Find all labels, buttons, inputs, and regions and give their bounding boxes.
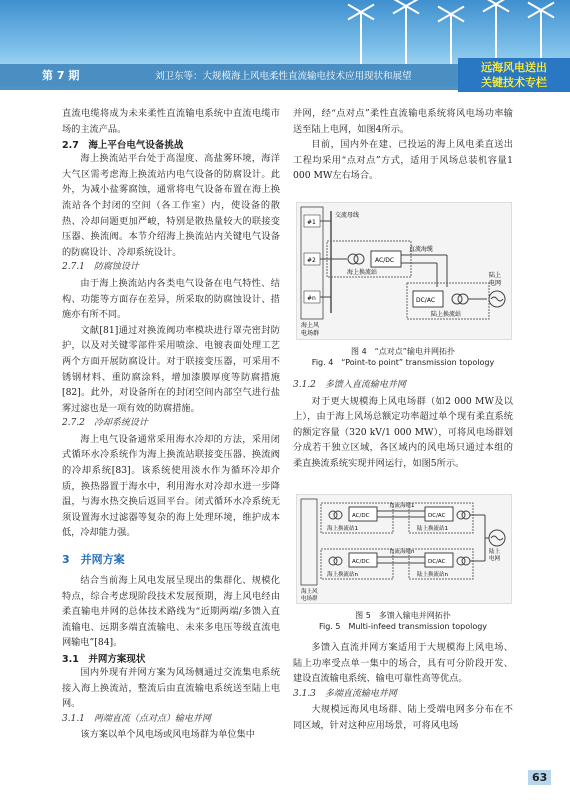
section-heading-3-1-3: 3.1.3 多端直流输电并网: [293, 688, 397, 699]
figure-4-caption-cn: 图 4 “点对点”输电并网拓扑: [351, 347, 455, 356]
fig4-label-dcac: DC/AC: [416, 297, 436, 304]
section-heading-2-7: 2.7 海上平台电气设备挑战: [62, 140, 184, 152]
fig5-label-dc-cable-n: 直流海缆n: [389, 549, 415, 555]
fig5-label-onshore-1: 陆上换流站1: [417, 526, 448, 532]
fig5-label-dc-cable-1: 直流海缆1: [389, 503, 415, 509]
figure-4-caption-en: Fig. 4 “Point-to point” transmission topology: [311, 358, 495, 367]
section-heading-2-7-2: 2.7.2 冷却系统设计: [62, 418, 148, 429]
figure-5: [296, 494, 512, 604]
fig4-label-onshore-station: 陆上换流站: [431, 311, 462, 318]
figure-5-caption-cn: 图 5 多馈入输电并网拓扑: [355, 611, 451, 620]
paragraph: 由于海上换流站内各类电气设备在电气特性、结构、功能等方面存在差异，所采取的防腐蚀设计、措施亦有所不同。: [62, 277, 280, 321]
right-column-bottom: [293, 640, 513, 734]
section-heading-3-1: 3.1 并网方案现状: [62, 654, 146, 665]
fig4-label-offshore-station: 海上换流站: [347, 269, 378, 276]
special-column-badge: [458, 58, 570, 92]
paragraph: 海上电气设备通常采用海水冷却的方法，采用闭式循环水冷系统作为海上换流站联接变压器、换流阀的冷却系统[83]。该系统使用淡水作为循环冷却介质，换热器置于海水中，利用海水对冷却水进一步降温，与海水热交换后返回平台。闭式循环水冷系统无须设置海水过滤器等复杂的海上处理环境，维护成本低，冷却能力强。: [62, 433, 280, 539]
paragraph: 海上换流站平台处于高湿度、高盐雾环境，海洋大气区需考虑海上换流站内电气设备的防腐设计。此外，为减小盐雾腐蚀，通常将电气设备布置在海上换流站各个封闭的空间（各工作室）内，使设备的散热、冷却问题更加严峻，特别是散热量较大的联接变压器、换流阀。本节介绍海上换流站内关键电气设备的防腐设计、冷却系统设计。: [62, 153, 280, 258]
special-line1: 远海风电送出: [481, 61, 547, 74]
wind-turbine-icon: [540, 10, 542, 64]
paragraph: 目前，国内外在建、已投运的海上风电柔直送出工程均采用“点对点”方式，适用于风场总装机容量1 000 MW左右场合。: [293, 139, 513, 182]
page-number: 63: [528, 770, 551, 785]
fig4-label-w2: #2: [307, 257, 316, 264]
figure-5-caption: [293, 610, 513, 632]
fig4-label-wn: #n: [307, 295, 316, 302]
fig4-label-grid-2: 电网: [489, 280, 502, 287]
fig5-label-dcac-1: DC/AC: [428, 513, 446, 519]
paragraph: 大规模远海风电场群、陆上受端电网多分布在不同区域，针对这种应用场景，可将风电场: [293, 704, 513, 731]
section-heading-3: 3 并网方案: [62, 553, 125, 567]
running-title: 刘卫东等：大规模海上风电柔性直流输电技术应用现状和展望: [155, 71, 412, 82]
figure-4: [296, 202, 512, 340]
right-column-mid: [293, 378, 513, 472]
fig4-label-farm-2: 电场群: [301, 330, 320, 337]
paragraph: 文献[81]通过对换流阀功率模块进行罩壳密封防护，以及对关键零部件采用喷涂、电镀表面处理工艺两个方面开展防腐设计。对于联接变压器，可采用不锈钢材料、重防腐涂料，增加漆膜厚度等防腐措施[82]。此外，对设备所在的封闭空间内部空气进行盐雾过滤也是一项有效的防腐措施。: [62, 324, 280, 414]
special-line2: 关键技术专栏: [481, 76, 547, 89]
fig5-label-offshore-n: 海上换流站n: [327, 572, 358, 578]
section-heading-2-7-1: 2.7.1 防腐蚀设计: [62, 262, 139, 273]
fig5-label-offshore-1: 海上换流站1: [327, 526, 358, 532]
section-heading-3-1-2: 3.1.2 多馈入直流输电并网: [293, 380, 406, 390]
left-column: [62, 106, 280, 743]
fig4-label-w1: #1: [307, 219, 316, 226]
fig5-label-farm-2: 电场群: [301, 596, 318, 602]
paragraph: 直流电缆将成为未来柔性直流输电系统中直流电缆市场的主流产品。: [62, 108, 280, 135]
fig5-label-grid-1: 陆上: [489, 549, 501, 555]
fig4-label-ac-bus: 交流母线: [335, 212, 360, 219]
fig5-label-onshore-n: 陆上换流站n: [417, 572, 448, 578]
fig4-label-dc-cable: 直流海缆: [409, 246, 434, 253]
paragraph: 对于更大规模海上风电场群（如2 000 MW及以上），由于海上风场总额定功率超过单个现有柔直系统的额定容量（320 kV/1 000 MW），可将风电场群划分成若干独立区域，各区域内的风电场只通过本组的柔直换流系统实现并网运行，如图5所示。: [293, 395, 513, 469]
fig5-label-grid-2: 电网: [489, 556, 501, 562]
fig5-label-acdc-1: AC/DC: [352, 513, 370, 519]
fig4-label-acdc: AC/DC: [375, 257, 395, 264]
paragraph: 并网，经“点对点”柔性直流输电系统将风电场功率输送至陆上电网，如图4所示。: [293, 108, 513, 135]
figure-5-caption-en: Fig. 5 Multi-infeed transmission topology: [318, 622, 488, 631]
issue-number: 第 7 期: [42, 69, 80, 82]
wind-turbine-icon: [360, 12, 362, 64]
wind-turbine-icon: [495, 4, 497, 64]
figure-4-caption: [293, 346, 513, 368]
fig5-label-acdc-n: AC/DC: [352, 559, 370, 565]
fig4-label-grid-1: 陆上: [489, 272, 502, 279]
paragraph: 结合当前海上风电发展呈现出的集群化、规模化特点，综合考虑现阶段技术发展预期，海上风电经由柔直输电并网的总体技术路线为“近期两端/多馈入直流输电、远期多端直流输电、未来多电压等级直流电网输电”[84]。: [62, 575, 280, 649]
paragraph: 国内外现有并网方案为风场侧通过交流集电系统接入海上换流站，整流后由直流输电系统送至陆上电网。: [62, 667, 280, 710]
right-column-top: [293, 106, 513, 184]
fig4-label-farm-1: 海上风: [301, 322, 320, 329]
paragraph: 多馈入直流并网方案适用于大规模海上风电场、陆上功率受点单一集中的场合，具有可分阶段开发、建设直流输电系统、输电可靠性高等优点。: [293, 642, 513, 685]
fig5-label-dcac-n: DC/AC: [428, 559, 446, 565]
fig5-label-farm-1: 海上风: [301, 589, 318, 595]
wind-turbine-icon: [405, 6, 407, 64]
paragraph: 该方案以单个风电场或风电场群为单位集中: [80, 729, 255, 741]
wind-turbine-icon: [450, 14, 452, 64]
section-heading-3-1-1: 3.1.1 两端直流（点对点）输电并网: [62, 713, 211, 724]
